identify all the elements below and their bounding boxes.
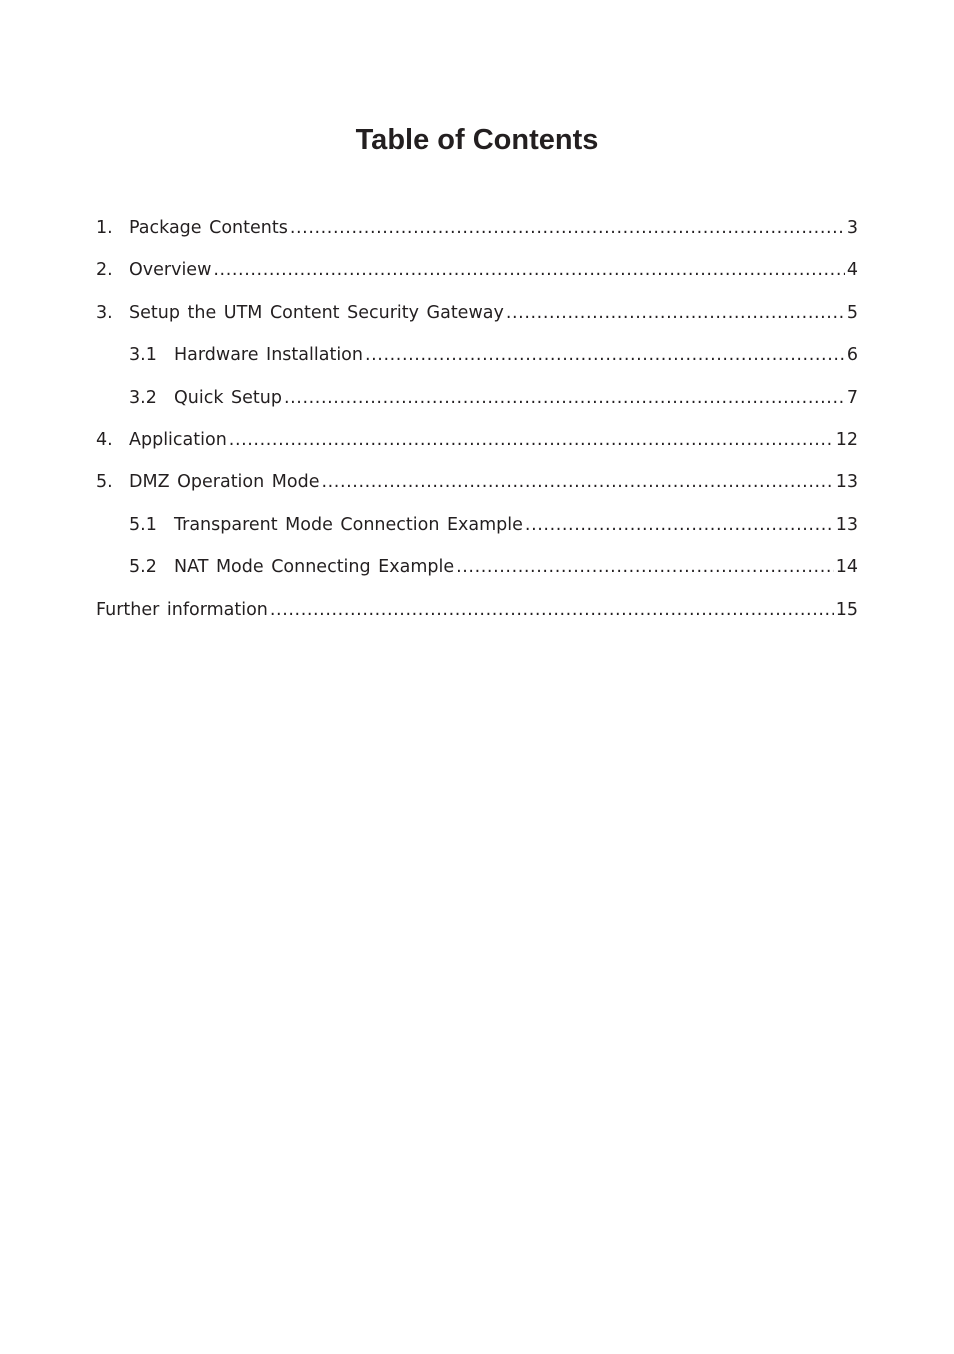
toc-entry-number: 4.: [96, 429, 113, 450]
toc-entry-title[interactable]: Quick Setup: [174, 387, 282, 408]
toc-entry-page: 4: [846, 260, 858, 281]
toc-entry-application[interactable]: [96, 419, 858, 461]
dot-leader: [321, 461, 833, 503]
toc-entry-page: 15: [835, 599, 858, 620]
toc-entry-transparent-mode[interactable]: [96, 504, 858, 546]
page-title: Table of Contents: [355, 124, 599, 156]
toc-entry-page: 13: [835, 514, 858, 535]
toc-entry-setup[interactable]: [96, 292, 858, 334]
dot-leader: [456, 546, 834, 588]
toc-entry-title[interactable]: Hardware Installation: [174, 345, 363, 366]
toc-entry-dmz-operation-mode[interactable]: [96, 461, 858, 503]
toc-entry-overview[interactable]: [96, 249, 858, 291]
dot-leader: [229, 419, 834, 461]
toc-entry-number: 3.2: [129, 387, 157, 408]
toc-entry-page: 3: [846, 218, 858, 238]
toc-entry-title[interactable]: Further information: [96, 599, 268, 620]
dot-leader: [525, 504, 834, 546]
toc-entry-further-information[interactable]: [96, 589, 858, 631]
toc-entry-page: 14: [835, 557, 858, 578]
toc-entry-page: 13: [835, 472, 858, 493]
toc-entry-number: 5.1: [129, 514, 157, 535]
toc-entry-quick-setup[interactable]: [96, 377, 858, 419]
toc-entry-number: 5.2: [129, 557, 157, 578]
toc-entry-page: 5: [846, 302, 858, 323]
toc-entry-page: 12: [835, 429, 858, 450]
toc-entry-title[interactable]: Application: [129, 429, 227, 450]
dot-leader: [284, 377, 845, 419]
toc-entry-title[interactable]: Transparent Mode Connection Example: [174, 514, 523, 535]
dot-leader: [213, 249, 844, 291]
toc-entry-title[interactable]: Overview: [129, 260, 212, 281]
toc-entry-nat-mode[interactable]: [96, 546, 858, 588]
toc-entry-page: 7: [846, 387, 858, 408]
toc-entry-title[interactable]: Setup the UTM Content Security Gateway: [129, 302, 504, 323]
dot-leader: [365, 334, 845, 376]
toc-entry-package-contents[interactable]: [96, 207, 858, 249]
dot-leader: [290, 207, 845, 249]
toc-list: [96, 207, 858, 631]
toc-entry-number: 3.1: [129, 345, 157, 366]
dot-leader: [270, 589, 834, 631]
toc-entry-number: 2.: [96, 260, 113, 281]
toc-entry-page: 6: [846, 345, 858, 366]
toc-entry-title[interactable]: Package Contents: [129, 218, 288, 238]
dot-leader: [506, 292, 845, 334]
toc-entry-title[interactable]: DMZ Operation Mode: [129, 472, 320, 493]
toc-entry-number: 5.: [96, 472, 113, 493]
toc-entry-title[interactable]: NAT Mode Connecting Example: [174, 557, 455, 578]
toc-entry-number: 1.: [96, 218, 113, 238]
toc-entry-number: 3.: [96, 302, 113, 323]
toc-entry-hardware-installation[interactable]: [96, 334, 858, 376]
